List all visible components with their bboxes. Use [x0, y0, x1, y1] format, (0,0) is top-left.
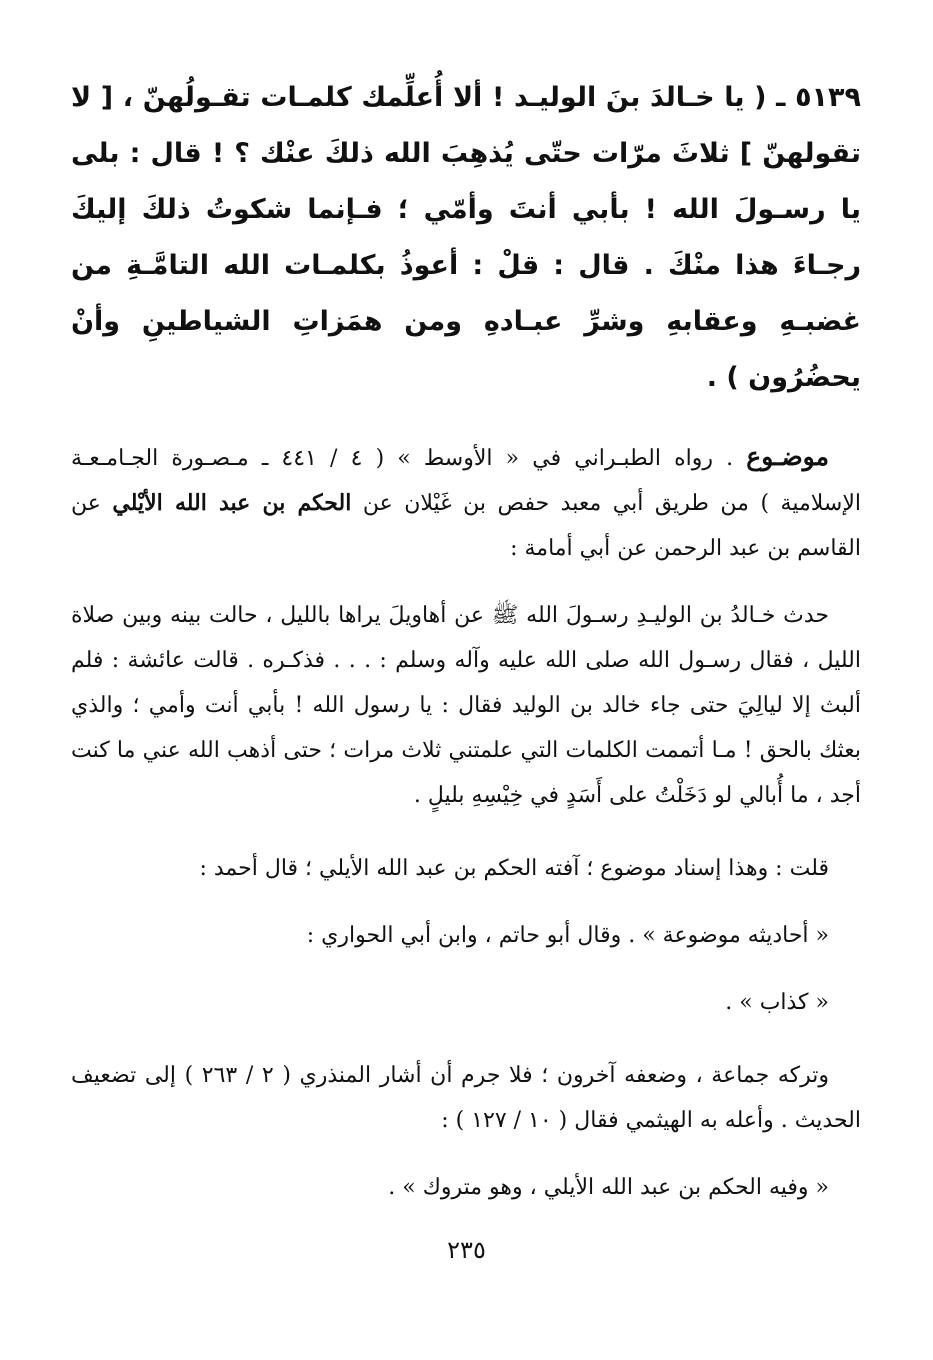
quote-line-3: « وفيه الحكم بن عبد الله الأيلي ، وهو متروك » .	[388, 1175, 829, 1200]
comment-line: قلت : وهذا إسناد موضوع ؛ آفته الحكم بن عبد الله الأيلي ؛ قال أحمد :	[199, 856, 829, 881]
takhrij-paragraph	[71, 434, 861, 571]
quote-line-1: « أحاديثه موضوعة » . وقال أبو حاتم ، وابن أبي الحواري :	[306, 923, 829, 948]
ruling-label: موضـوع	[746, 442, 829, 471]
takhrij-text-end: عن القاسم بن عبد الرحمن عن أبي أمامة :	[71, 491, 861, 561]
narrator-name: الحكم بن عبد الله الأيْلي	[112, 490, 352, 516]
hadith-text	[71, 70, 861, 406]
page-body	[71, 70, 861, 1232]
conclusion-paragraph: وتركه جماعة ، وضعفه آخرون ؛ فلا جرم أن أشار المنذري ( ٢ / ٢٦٣ ) إلى تضعيف الحديث . وأعله به الهيثمي فقال ( ١٠ / ١٢٧ ) :	[71, 1063, 861, 1133]
quote-line-2: « كذاب » .	[725, 990, 829, 1015]
narrative-paragraph: حدث خـالدُ بن الوليـدِ رسـولَ الله ﷺ عن أهاويلَ يراها بالليل ، حالت بينه وبين صلاة الليل ، فقال رسـول الله صلى الله عليه وآله وسلم : . . . فذكـره . قالت عائشة : فلم ألبث إلا ليالِيَ حتى جاء خالد بن الوليد فقال : يا رسول الله ! بأبي أنت وأمي ؛ والذي بعثك بالحق ! مـا أتممت الكلمات التي علمتني ثلاث مرات ؛ حتى أذهب الله عني ما كنت أجد ، ما أُبالي لو دَخَلْتُ على أَسَدٍ في خِيْسِهِ بليلٍ .	[71, 603, 861, 808]
page-number: ٢٣٥	[447, 1236, 486, 1264]
hadith-body: ـ ( يا خـالدَ بنَ الوليـد ! ألا أُعلِّمك كلمـات تقـولُهنّ ، [ لا تقولهنّ ] ثلاثَ مرّات حتّى يُذهِبَ الله ذلكَ عنْك ؟ ! قال : بلى يا رسـولَ الله ! بأبي أنتَ وأمّي ؛ فـإنما شكوتُ ذلكَ إليكَ رجـاءَ هذا منْكَ . قال : قلْ : أعوذُ بكلمـات الله التامَّـةِ من غضبـهِ وعقابهِ وشرِّ عبـادهِ ومن همَزاتِ الشياطينِ وأنْ يحضُرُون ) .	[71, 82, 861, 393]
hadith-number: ٥١٣٩	[795, 82, 861, 113]
takhrij-text: . رواه الطبـراني في « الأوسط » ( ٤ / ٤٤١ ـ مـصـورة الجـامـعـة الإسلامية ) من طريق أبي معبد حفص بن غَيْلان عن	[71, 446, 861, 516]
